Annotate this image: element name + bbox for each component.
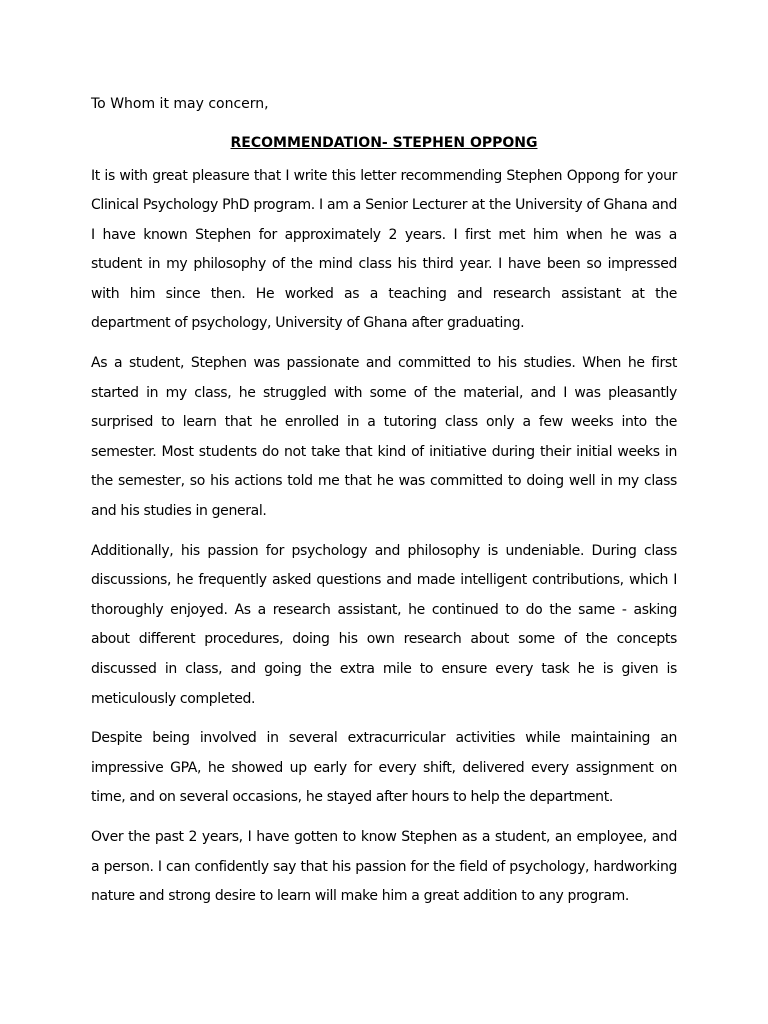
paragraph-conclusion: Over the past 2 years, I have gotten to know Stephen as a student, an employee, and a person. I can confidently say that his passion for the field of psychology, hardworking nature and strong desire to learn will make him a great addition to any program. [91, 828, 677, 905]
paragraph-intro: It is with great pleasure that I write this letter recommending Stephen Oppong for your Clinical Psychology PhD program. I am a Senior Lecturer at the University of Ghana and I have known Stephen for approximately 2 years. I first met him when he was a student in my philosophy of the mind class his third year. I have been so impressed with him since then. He worked as a teaching and research assistant at the department of psychology, University of Ghana after graduating. [91, 167, 677, 332]
salutation: To Whom it may concern, [91, 96, 269, 112]
paragraph-student: As a student, Stephen was passionate and committed to his studies. When he first started in my class, he struggled with some of the material, and I was pleasantly surprised to learn that he enrolled in a tutoring class only a few weeks into the semester. Most students do not take that kind of initiative during their initial weeks in the semester, so his actions told me that he was committed to doing well in my class and his studies in general. [91, 355, 677, 520]
letter-page [91, 90, 677, 922]
letter-heading: RECOMMENDATION- STEPHEN OPPONG [230, 134, 538, 151]
paragraph-activities: Despite being involved in several extracurricular activities while maintaining an impressive GPA, he showed up early for every shift, delivered every assignment on time, and on several occasions, he stayed after hours to help the department. [91, 730, 677, 806]
paragraph-passion: Additionally, his passion for psychology and philosophy is undeniable. During class discussions, he frequently asked questions and made intelligent contributions, which I thoroughly enjoyed. As a research assistant, he continued to do the same - asking about different procedures, doing his own research about some of the concepts discussed in class, and going the extra mile to ensure every task he is given is meticulously completed. [91, 542, 677, 707]
